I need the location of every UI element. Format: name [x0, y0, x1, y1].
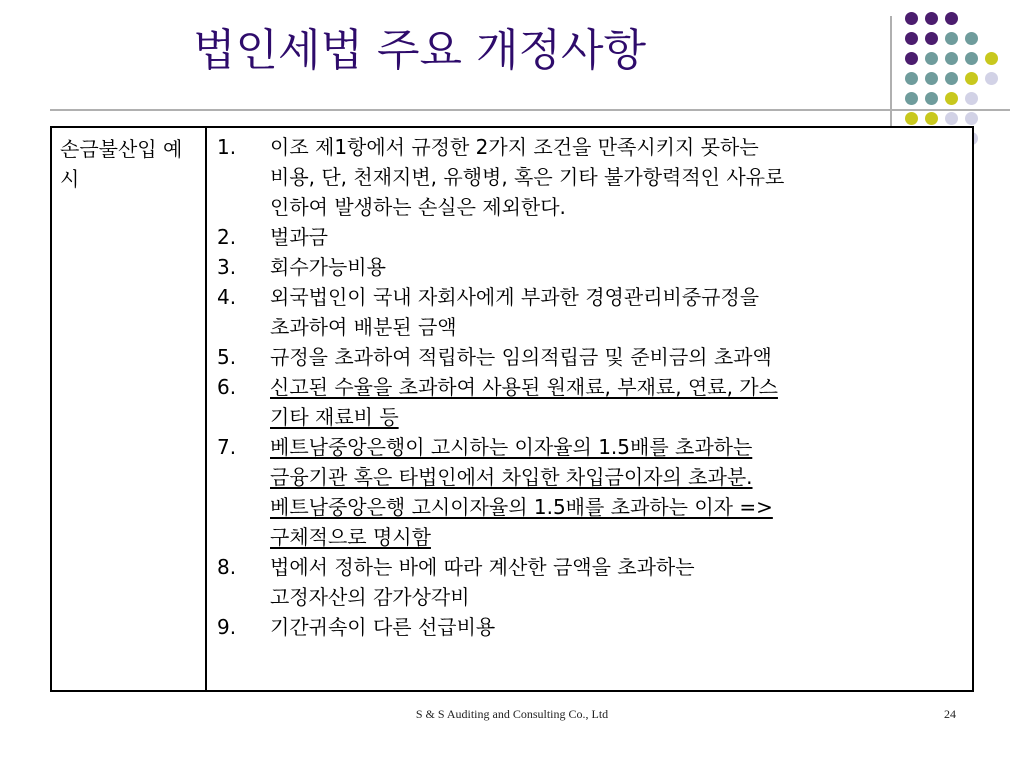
list-item-line: 고정자산의 감가상각비 [270, 585, 470, 609]
list-item-line: 기타 재료비 등 [270, 405, 399, 429]
list-item [217, 432, 966, 552]
list-item-line: 초과하여 배분된 금액 [270, 315, 457, 339]
list-item [217, 252, 966, 282]
decorative-dot [965, 52, 978, 65]
list-item-line: 인하여 발생하는 손실은 제외한다. [270, 195, 566, 219]
list-item-line: 이조 제1항에서 규정한 2가지 조건을 만족시키지 못하는 [270, 135, 759, 159]
decorative-dot [905, 12, 918, 25]
list-item-text [270, 132, 966, 222]
decorative-dot [965, 72, 978, 85]
list-item-number: 4. [217, 285, 237, 309]
list-item-text [270, 282, 966, 342]
list-item [217, 612, 966, 642]
decorative-dot [925, 32, 938, 45]
list-item-number: 8. [217, 555, 237, 579]
decorative-dot [905, 52, 918, 65]
decorative-dot [905, 32, 918, 45]
decorative-dot [905, 112, 918, 125]
list-item [217, 372, 966, 432]
decorative-dot [905, 72, 918, 85]
list-item-number: 6. [217, 375, 237, 399]
list-item-number: 3. [217, 255, 237, 279]
list-item-line: 벌과금 [270, 225, 328, 249]
decorative-dot [965, 92, 978, 105]
list-item-line: 기간귀속이 다른 선급비용 [270, 615, 496, 639]
decorative-dot [945, 32, 958, 45]
category-label: 손금불산입 예시 [52, 128, 207, 690]
list-item-text [270, 612, 966, 642]
list-item [217, 132, 966, 222]
list-item [217, 342, 966, 372]
list-item-line: 법에서 정하는 바에 따라 계산한 금액을 초과하는 [270, 555, 695, 579]
list-item-text [270, 222, 966, 252]
list-item-line: 비용, 단, 천재지변, 유행병, 혹은 기타 불가항력적인 사유로 [270, 165, 785, 189]
item-list [207, 128, 972, 690]
decorative-dot [965, 32, 978, 45]
footer-company: S & S Auditing and Consulting Co., Ltd [415, 707, 609, 721]
decorative-dot [925, 12, 938, 25]
list-item-line: 신고된 수율을 초과하여 사용된 원재료, 부재료, 연료, 가스 [270, 375, 778, 399]
content-table [50, 126, 974, 692]
decorative-dot [925, 52, 938, 65]
list-item-line: 규정을 초과하여 적립하는 임의적립금 및 준비금의 초과액 [270, 345, 772, 369]
list-item-number: 7. [217, 435, 237, 459]
decorative-dot [945, 92, 958, 105]
list-item-line: 구체적으로 명시함 [270, 525, 431, 549]
list-item-line: 회수가능비용 [270, 255, 386, 279]
list-item-number: 9. [217, 615, 237, 639]
slide-title: 법인세법 주요 개정사항 [193, 25, 647, 76]
list-item-text [270, 552, 966, 612]
decorative-dot [945, 112, 958, 125]
decorative-dot [985, 72, 998, 85]
list-item [217, 552, 966, 612]
decorative-dot [945, 72, 958, 85]
decorative-dot [925, 112, 938, 125]
list-item-text [270, 372, 966, 432]
decorative-dot [945, 52, 958, 65]
decorative-dot [925, 92, 938, 105]
list-item-line: 베트남중앙은행이 고시하는 이자율의 1.5배를 초과하는 [270, 435, 753, 459]
decorative-dot [965, 112, 978, 125]
list-item-text [270, 252, 966, 282]
list-item-line: 금융기관 혹은 타법인에서 차입한 차입금이자의 초과분. [270, 465, 753, 489]
decorative-dot [925, 72, 938, 85]
list-item-text [270, 342, 966, 372]
list-item-line: 베트남중앙은행 고시이자율의 1.5배를 초과하는 이자 => [270, 495, 773, 519]
list-item-text [270, 432, 966, 552]
list-item-number: 5. [217, 345, 237, 369]
list-item-number: 2. [217, 225, 237, 249]
list-item-line: 외국법인이 국내 자회사에게 부과한 경영관리비중규정을 [270, 285, 760, 309]
list-item [217, 222, 966, 252]
decorative-dot [985, 52, 998, 65]
list-item [217, 282, 966, 342]
footer-page-number: 24 [944, 707, 956, 721]
decorative-dot [945, 12, 958, 25]
decorative-dot [905, 92, 918, 105]
list-item-number: 1. [217, 135, 237, 159]
decorative-horizontal-line [50, 109, 1010, 111]
